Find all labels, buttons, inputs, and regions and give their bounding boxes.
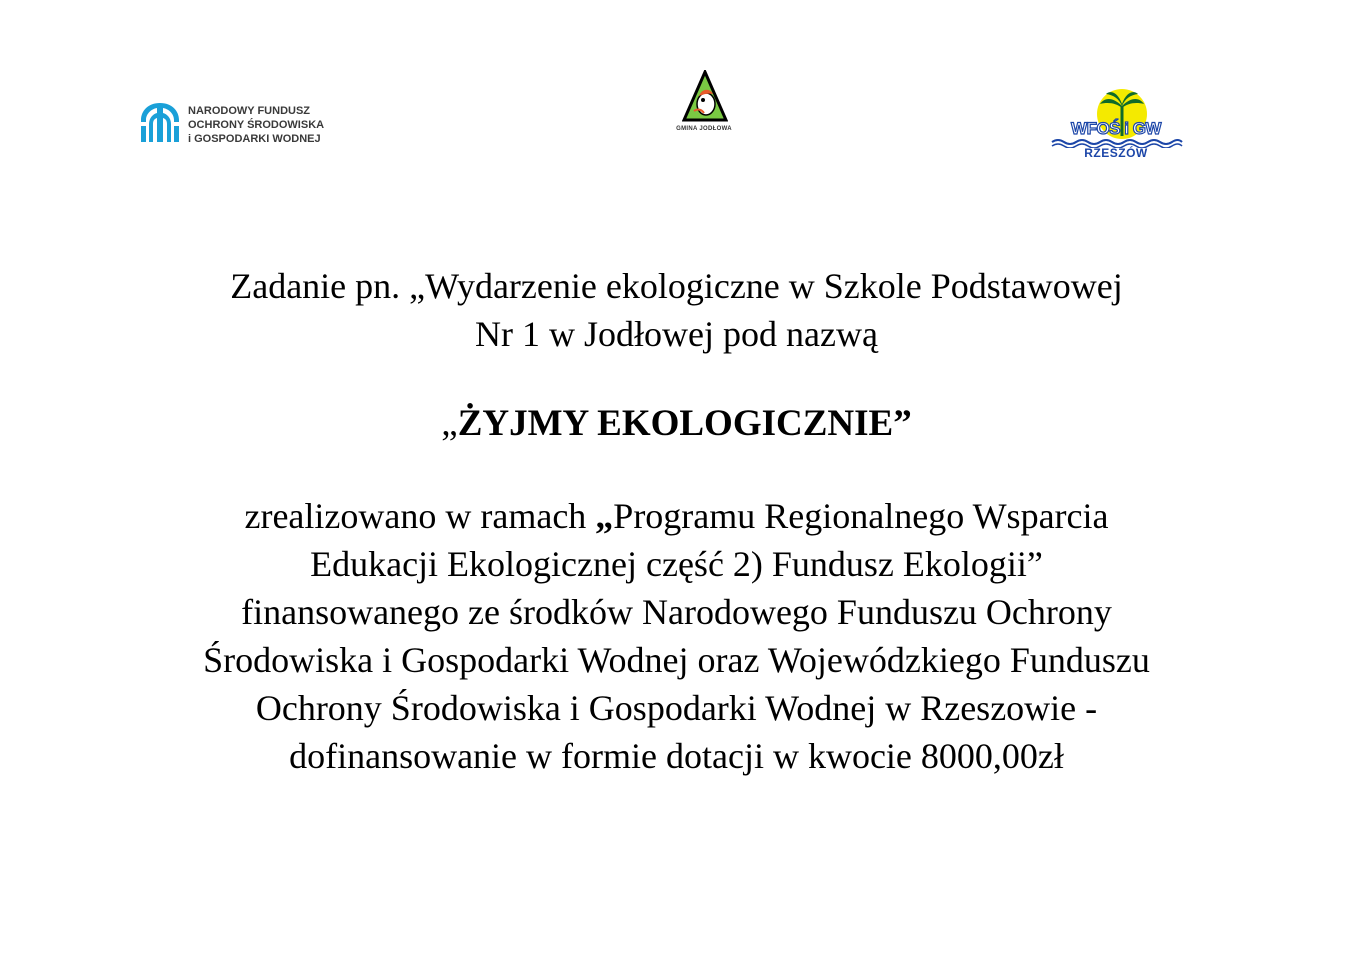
wfosigw-logo-text: WFOŚ i GW: [1071, 119, 1161, 138]
wfosigw-city-label: RZESZÓW: [1084, 146, 1148, 160]
nfosigw-logo-text: [188, 104, 324, 146]
body-line-4: Środowiska i Gospodarki Wodnej oraz Wojewódzkiego Funduszu: [203, 640, 1150, 680]
document-content: [60, 262, 1293, 780]
body-line-1: [60, 492, 1293, 540]
slogan-title: [60, 396, 1293, 452]
wfosigw-logo: [1048, 86, 1184, 166]
body-program-open-quote: „: [595, 496, 614, 536]
gmina-jodlowa-label: GMINA JODŁOWA: [676, 126, 732, 132]
body-prefix: zrealizowano w ramach: [244, 496, 596, 536]
nfosigw-logo-icon: [138, 100, 182, 146]
slogan-text: ŻYJMY EKOLOGICZNIE”: [457, 403, 912, 444]
gmina-jodlowa-logo-icon: [682, 70, 728, 124]
nfosigw-line2: OCHRONY ŚRODOWISKA: [188, 119, 325, 131]
body-line-3: finansowanego ze środków Narodowego Funduszu Ochrony: [241, 592, 1112, 632]
nfosigw-line1: NARODOWY FUNDUSZ: [188, 105, 311, 117]
slogan-open-quote: „: [441, 403, 458, 444]
body-line-5: Ochrony Środowiska i Gospodarki Wodnej w Rzeszowie -: [255, 688, 1098, 728]
nfosigw-line3: i GOSPODARKI WODNEJ: [188, 133, 321, 145]
body-line-2: Edukacji Ekologicznej część 2) Fundusz Ekologii”: [310, 544, 1043, 584]
heading-line-2: Nr 1 w Jodłowej pod nazwą: [475, 314, 878, 354]
document-heading: [60, 262, 1293, 358]
document-body: [60, 492, 1293, 780]
logos-header: [0, 0, 1353, 180]
body-program-name: Programu Regionalnego Wsparcia: [613, 496, 1109, 536]
heading-line-1: Zadanie pn. „Wydarzenie ekologiczne w Szkole Podstawowej: [230, 266, 1123, 306]
nfosigw-logo: [138, 100, 338, 150]
spacer: [60, 358, 1293, 396]
body-line-6: dofinansowanie w formie dotacji w kwocie 8000,00zł: [289, 736, 1064, 776]
gmina-jodlowa-logo: [672, 70, 736, 140]
spacer: [60, 452, 1293, 492]
